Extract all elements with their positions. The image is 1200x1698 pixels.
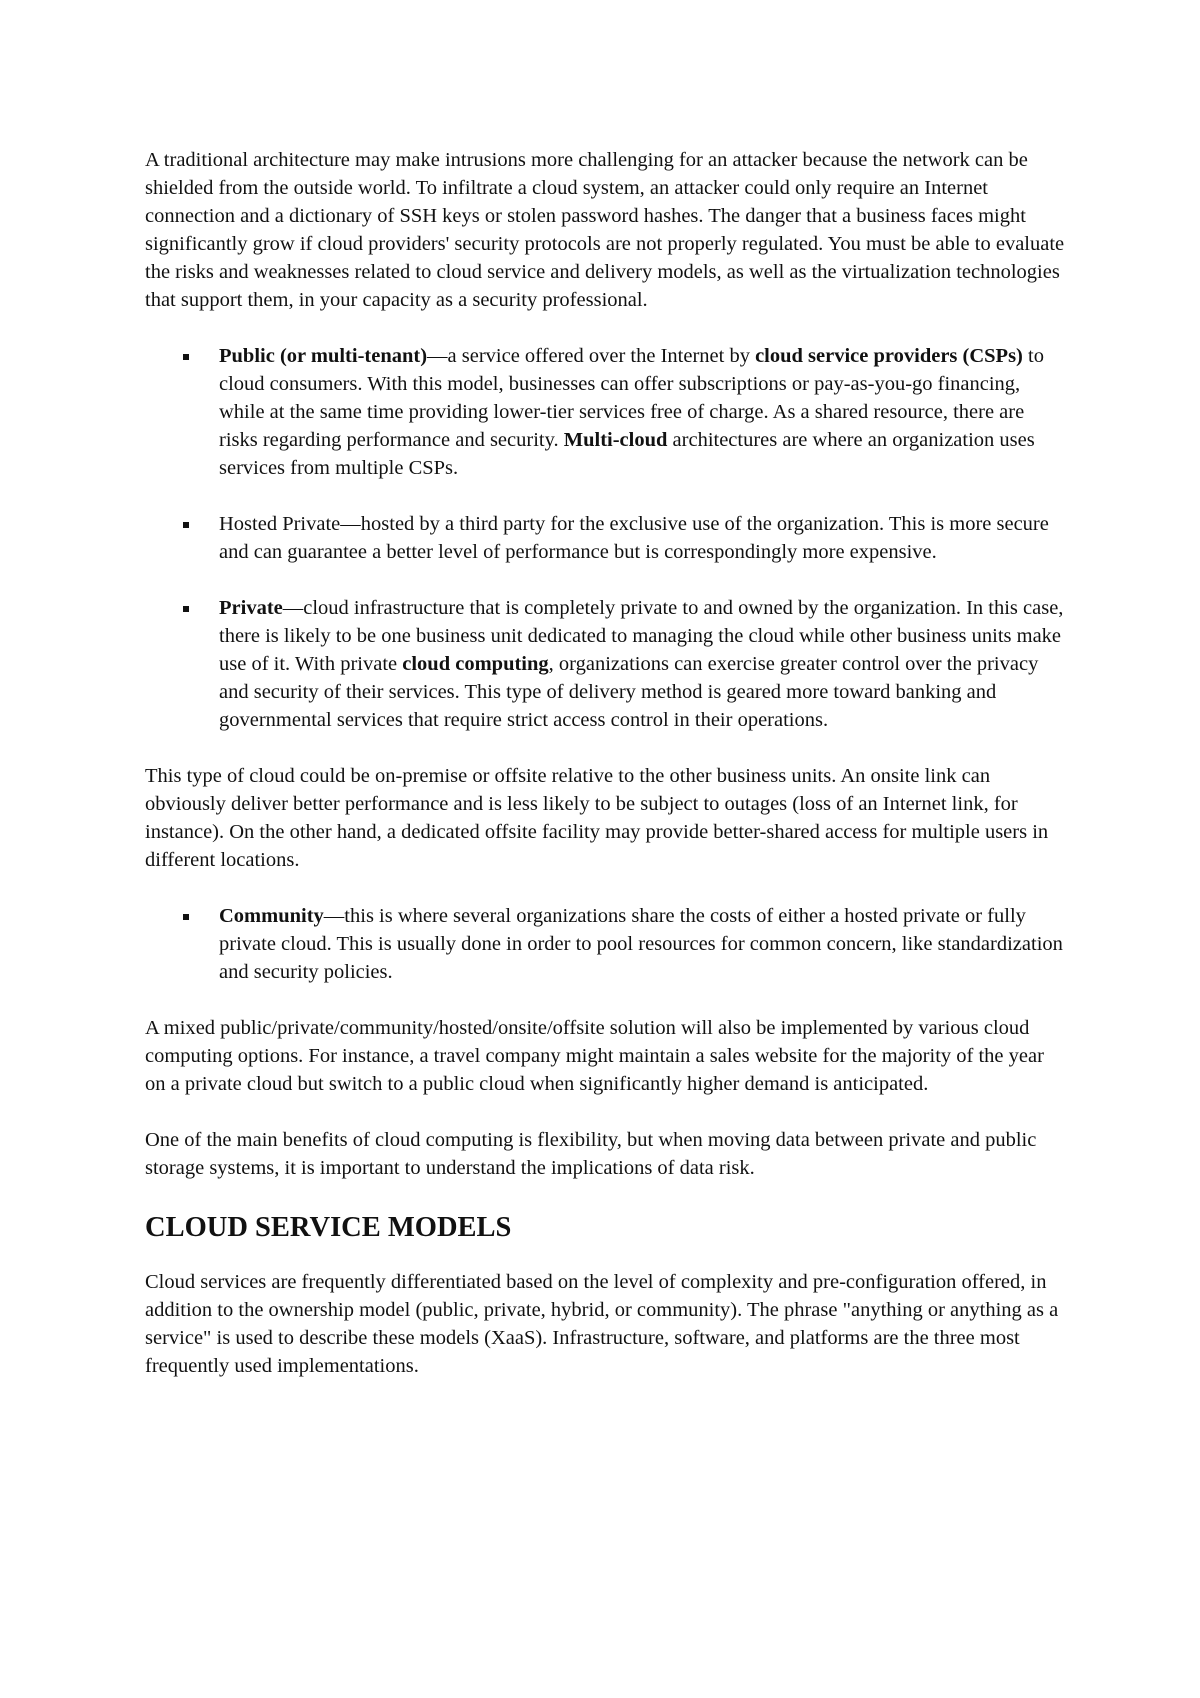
section-heading: CLOUD SERVICE MODELS: [145, 1212, 512, 1243]
square-bullet-icon: [183, 606, 189, 612]
mixed-solution-paragraph: A mixed public/private/community/hosted/onsite/offsite solution will also be implemented by various cloud computing options. For instance, a travel company might maintain a sales website for the majority of the year on a private cloud but switch to a public cloud when significantly higher demand is anticipated.: [145, 1017, 1044, 1095]
square-bullet-icon: [183, 914, 189, 920]
term-community: Community: [219, 905, 324, 927]
list-item-public: Public (or multi-tenant)—a service offered over the Internet by cloud service providers (CSPs) to cloud consumers. With this model, businesses can offer subscriptions or pay-as-you-go financing, while at the same time providing lower-tier services free of charge. As a shared resource, there are risks regarding performance and security. Multi-cloud architectures are where an organization uses services from multiple CSPs.: [145, 342, 1065, 482]
intro-paragraph: A traditional architecture may make intrusions more challenging for an attacker because the network can be shielded from the outside world. To infiltrate a cloud system, an attacker could only require an Internet connection and a dictionary of SSH keys or stolen password hashes. The danger that a business faces might significantly grow if cloud providers' security protocols are not properly regulated. You must be able to evaluate the risks and weaknesses related to cloud service and delivery models, as well as the virtualization technologies that support them, in your capacity as a security professional.: [145, 149, 1065, 311]
list-item-hosted-private: Hosted Private—hosted by a third party for the exclusive use of the organization. This is more secure and can guarantee a better level of performance but is correspondingly more expensive.: [145, 510, 1065, 566]
term-public: Public (or multi-tenant): [219, 345, 428, 367]
term-multi-cloud: Multi-cloud: [563, 429, 668, 451]
document-page: [145, 146, 1065, 1380]
flexibility-paragraph: One of the main benefits of cloud computing is flexibility, but when moving data between private and public storage systems, it is important to understand the implications of data risk.: [145, 1129, 1037, 1179]
list-item-community: Community—this is where several organizations share the costs of either a hosted private or fully private cloud. This is usually done in order to pool resources for common concern, like standardization and security policies.: [145, 902, 1065, 986]
deployment-models-list: [145, 342, 1065, 734]
term-cloud-computing: cloud computing: [402, 653, 549, 675]
onpremise-paragraph: This type of cloud could be on-premise or offsite relative to the other business units. An onsite link can obviously deliver better performance and is less likely to be subject to outages (loss of an Internet link, for instance). On the other hand, a dedicated offsite facility may provide better-shared access for multiple users in different locations.: [145, 765, 1049, 871]
term-csps: cloud service providers (CSPs): [755, 345, 1023, 367]
service-models-paragraph: Cloud services are frequently differentiated based on the level of complexity and pre-configuration offered, in addition to the ownership model (public, private, hybrid, or community). The phrase "anything or anything as a service" is used to describe these models (XaaS). Infrastructure, software, and platforms are the three most frequently used implementations.: [145, 1271, 1059, 1377]
community-list: [145, 902, 1065, 986]
list-item-private: Private—cloud infrastructure that is completely private to and owned by the organization. In this case, there is likely to be one business unit dedicated to managing the cloud while other business units make use of it. With private cloud computing, organizations can exercise greater control over the privacy and security of their services. This type of delivery method is geared more toward banking and governmental services that require strict access control in their operations.: [145, 594, 1065, 734]
square-bullet-icon: [183, 354, 189, 360]
term-private: Private: [219, 597, 283, 619]
square-bullet-icon: [183, 522, 189, 528]
